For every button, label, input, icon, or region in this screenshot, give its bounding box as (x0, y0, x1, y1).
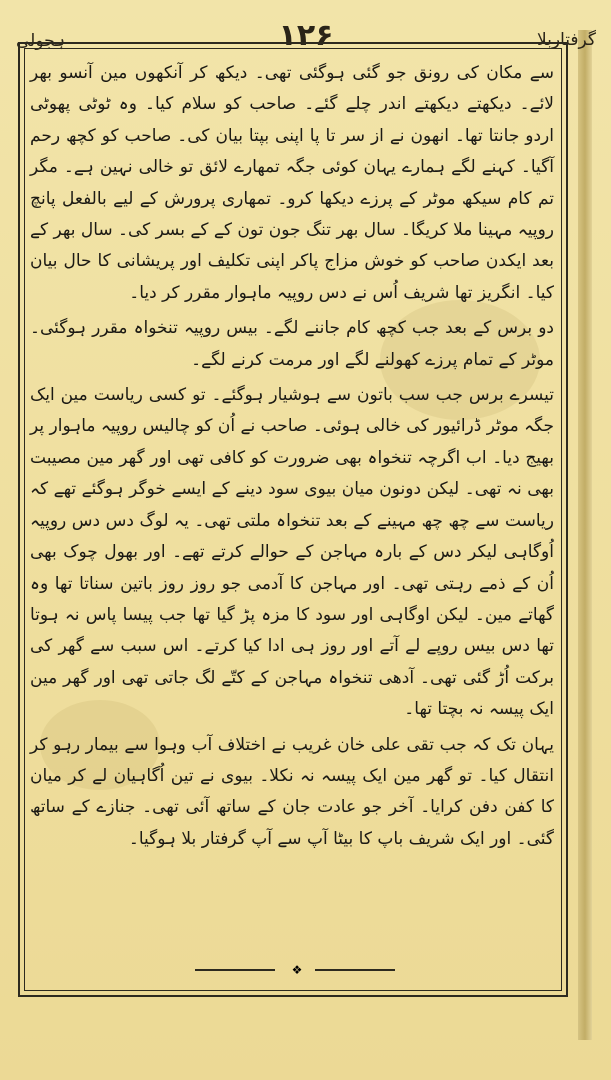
publisher-name: ہجولی (16, 31, 66, 51)
paragraph: دو برس کے بعد جب کچھ کام جاننے لگے۔ بیس روپیہ تنخواہ مقرر ہوگئی۔ موٹر کے تمام پرزے کھولنے لگے اور مرمت کرنے لگے۔ (30, 318, 554, 370)
paragraph: سے مکان کی رونق جو گئی ہوگئی تھی۔ دیکھ کر آنکھوں مین آنسو بھر لائے۔ دیکھتے دیکھتے اندر چلے گئے۔ صاحب کو سلام کیا۔ وہ ٹوٹی پھوٹی اردو جانتا تھا۔ انھون نے از سر تا پا اپنی بپتا بیان کی۔ صاحب کو کچھ رحم آگیا۔ کہنے لگے ہمارے یہان کوئی جگہ تمھارے لائق تو خالی نہین ہے۔ مگر تم کام سیکھ موٹر کے پرزے دیکھا کرو۔ تمھاری پرورش کے لیے بالفعل پانچ روپیہ مہینا ملا کریگا۔ سال بھر تنگ جون تون کے کے بسر کی۔ سال بھر کے بعد ایکدن صاحب کو خوش مزاج پاکر اپنی تکلیف اور پریشانی کا حال بیان کیا۔ انگریز تھا شریف اُس نے دس روپیہ ماہوار مقرر کر دیا۔ (30, 63, 554, 303)
ornament-line (195, 969, 275, 971)
body-text (30, 58, 554, 859)
ornament-glyph: ❖ (291, 963, 303, 977)
page-number: ۱۲۶ (278, 18, 334, 53)
page-spine (578, 30, 592, 1040)
paragraph: یہان تک کہ جب تقی علی خان غریب نے اختلاف آب وہوا سے بیمار رہو کر انتقال کیا۔ تو گھر مین ایک پیسہ نہ نکلا۔ بیوی نے تین اُگاہیان لے کر میان کا کفن دفن کرایا۔ آخر جو عادت جان کے ساتھ آئی تھی۔ جنازے کے ساتھ گئی۔ اور ایک شریف باپ کا بیٹا آپ سے آپ گرفتار بلا ہوگیا۔ (30, 734, 554, 849)
book-title: گرفتاربلا (537, 30, 596, 50)
ornament-line (315, 969, 395, 971)
end-ornament (195, 963, 395, 977)
paragraph: تیسرے برس جب سب باتون سے ہوشیار ہوگئے۔ تو کسی ریاست مین ایک جگہ موٹر ڈرائیور کی خالی ہوئی۔ صاحب نے اُن کو چالیس روپیہ ماہوار پر بھیج دیا۔ اب اگرچہ تنخواہ بھی ضرورت کو کافی تھی اور گھر مین مصیبت بھی نہ تھی۔ لیکن دونون میان بیوی سود دینے کے ایسے خوگر ہوگئے تھے کہ ریاست سے چھ چھ مہینے کے بعد تنخواہ ملتی تھی۔ یہ لوگ دس دس روپیہ اُوگاہی لیکر دس کے بارہ مہاجن کے حوالے کرتے تھے۔ اور بھول چوک بھی اُن کے ذمے رہتی تھی۔ اور مہاجن کا آدمی جو روز روز باتین سناتا تھا وہ گھاتے مین۔ لیکن اوگاہی اور سود کا مزہ پڑ گیا تھا جب پیسا پاس نہ ہوتا تھا دس بیس روپے لے آتے اور روز ہی ادا کیا کرتے۔ اس سبب سے گھر کی برکت اُڑ گئی تھی۔ آدھی تنخواہ مہاجن کے کتّے لگ جاتی تھی اور گھر مین ایک پیسہ نہ بچتا تھا۔ (30, 385, 554, 720)
